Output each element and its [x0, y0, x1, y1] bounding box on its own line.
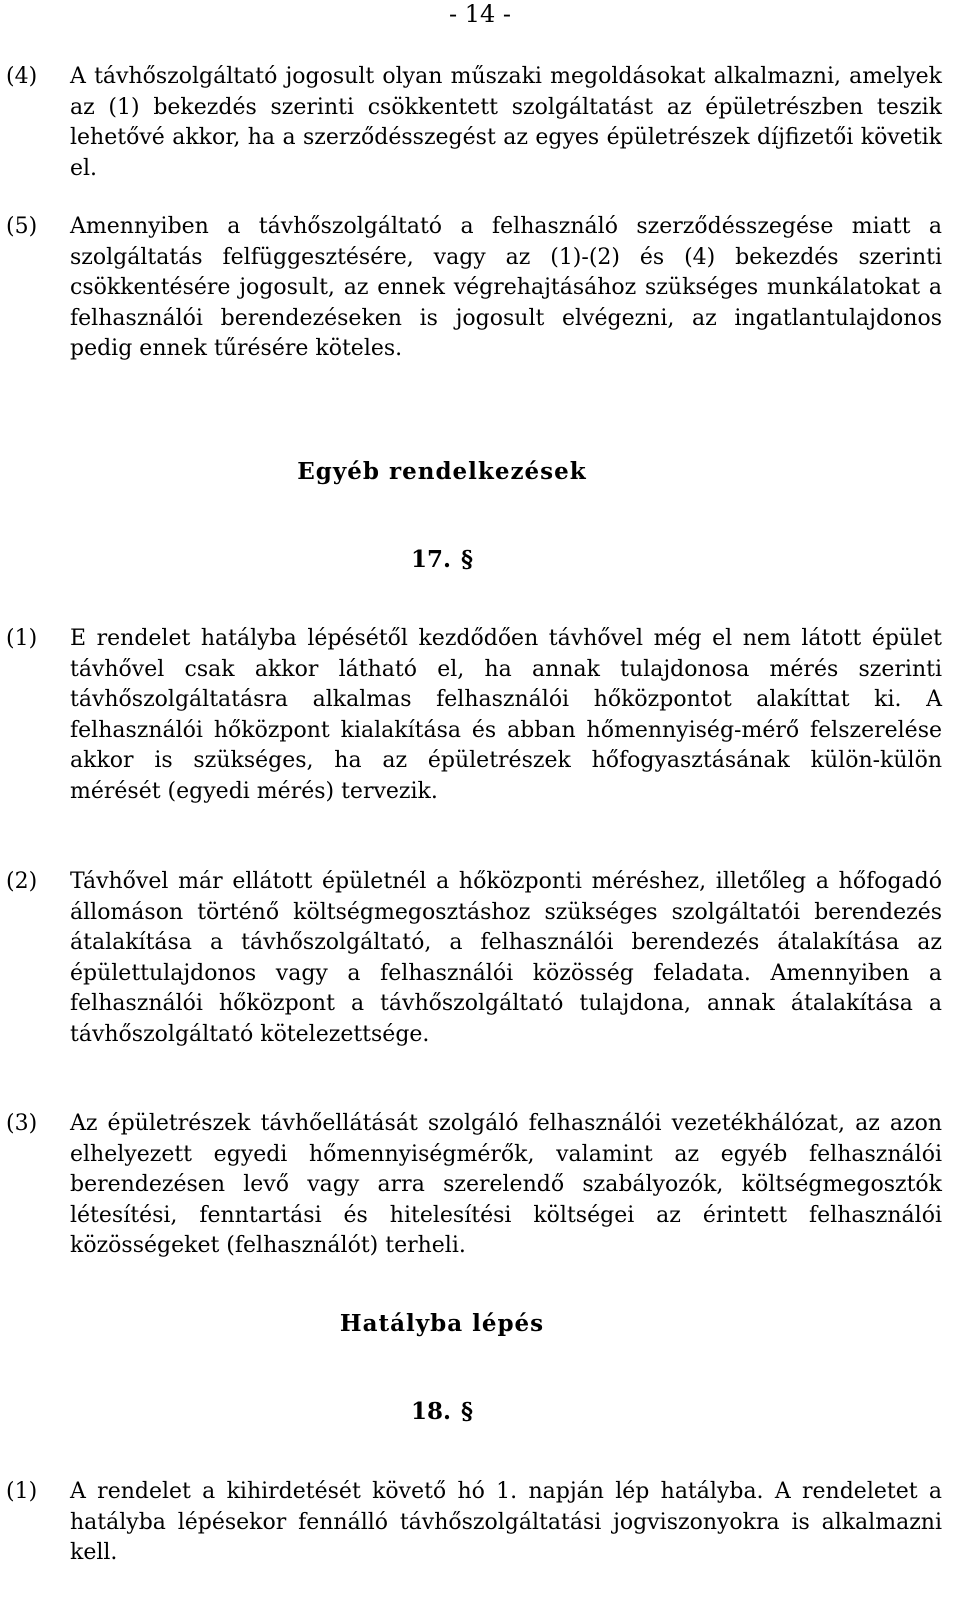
page-number: - 14 -: [448, 0, 511, 28]
paragraph-number: (5): [6, 214, 38, 239]
section-heading-entry-into-force: Hatályba lépés: [339, 1310, 545, 1337]
paragraph-4: [0, 62, 942, 184]
paragraph-17-1: [0, 624, 942, 807]
paragraph-number: (1): [6, 1479, 38, 1504]
paragraph-17-2: [0, 867, 942, 1050]
section-heading-other-provisions: Egyéb rendelkezések: [297, 458, 587, 485]
paragraph-text: E rendelet hatályba lépésétől kezdődően távhővel még el nem látott épület távhővel csak akkor látható el, ha annak tulajdonosa mérés szerinti távhőszolgáltatásra alkalmas felhasználói hőközpontot alakíttat ki. A felhasználói hőközpont kialakítása és abban hőmennyiség-mérő felszerelése akkor is szükséges, ha az épületrészek hőfogyasztásának külön-külön mérését (egyedi mérés) tervezik.: [70, 626, 942, 804]
section-number-18: [0, 1397, 884, 1427]
section-number-17: [0, 545, 884, 575]
paragraph-number: (3): [6, 1111, 38, 1136]
paragraph-number: (4): [6, 64, 38, 89]
paragraph-number: (1): [6, 626, 38, 651]
paragraph-text: Az épületrészek távhőellátását szolgáló felhasználói vezetékhálózat, az azon elhelyezett egyedi hőmennyiségmérők, valamint az egyéb felhasználói berendezésen levő vagy arra szerelendő szabályozók, költségmegosztók létesítési, fenntartási és hitelesítési költségei az érintett felhasználói közösségeket (felhasználót) terheli.: [70, 1111, 942, 1258]
section-number: 18.: [410, 1398, 451, 1425]
paragraph-18-1: [0, 1477, 942, 1569]
paragraph-text: Távhővel már ellátott épületnél a hőközponti méréshez, illetőleg a hőfogadó állomáson történő költségmegosztáshoz szükséges szolgáltatói berendezés átalakítása a távhőszolgáltató, a felhasználói berendezés átalakítása az épülettulajdonos vagy a felhasználói közösség feladata. Amennyiben a felhasználói hőközpont a távhőszolgáltató tulajdona, annak átalakítása a távhőszolgáltató kötelezettsége.: [70, 869, 942, 1047]
paragraph-text: A rendelet a kihirdetését követő hó 1. napján lép hatályba. A rendeletet a hatályba lépésekor fennálló távhőszolgáltatási jogviszonyokra is alkalmazni kell.: [70, 1479, 942, 1565]
paragraph-text: A távhőszolgáltató jogosult olyan műszaki megoldásokat alkalmazni, amelyek az (1) bekezdés szerinti csökkentett szolgáltatást az épületrészben teszik lehetővé akkor, ha a szerződésszegést az egyes épületrészek díjfizetői követik el.: [70, 64, 942, 181]
paragraph-17-3: [0, 1109, 942, 1262]
section-sign: §: [460, 1398, 474, 1425]
paragraph-text: Amennyiben a távhőszolgáltató a felhasználó szerződésszegése miatt a szolgáltatás felfüggesztésére, vagy az (1)-(2) és (4) bekezdés szerinti csökkentésére jogosult, az ennek végrehajtásához szükséges munkálatokat a felhasználói berendezéseken is jogosult elvégezni, az ingatlantulajdonos pedig ennek tűrésére köteles.: [70, 214, 942, 361]
section-sign: §: [460, 546, 474, 573]
paragraph-5: [0, 212, 942, 365]
section-number: 17.: [410, 546, 451, 573]
paragraph-number: (2): [6, 869, 38, 894]
